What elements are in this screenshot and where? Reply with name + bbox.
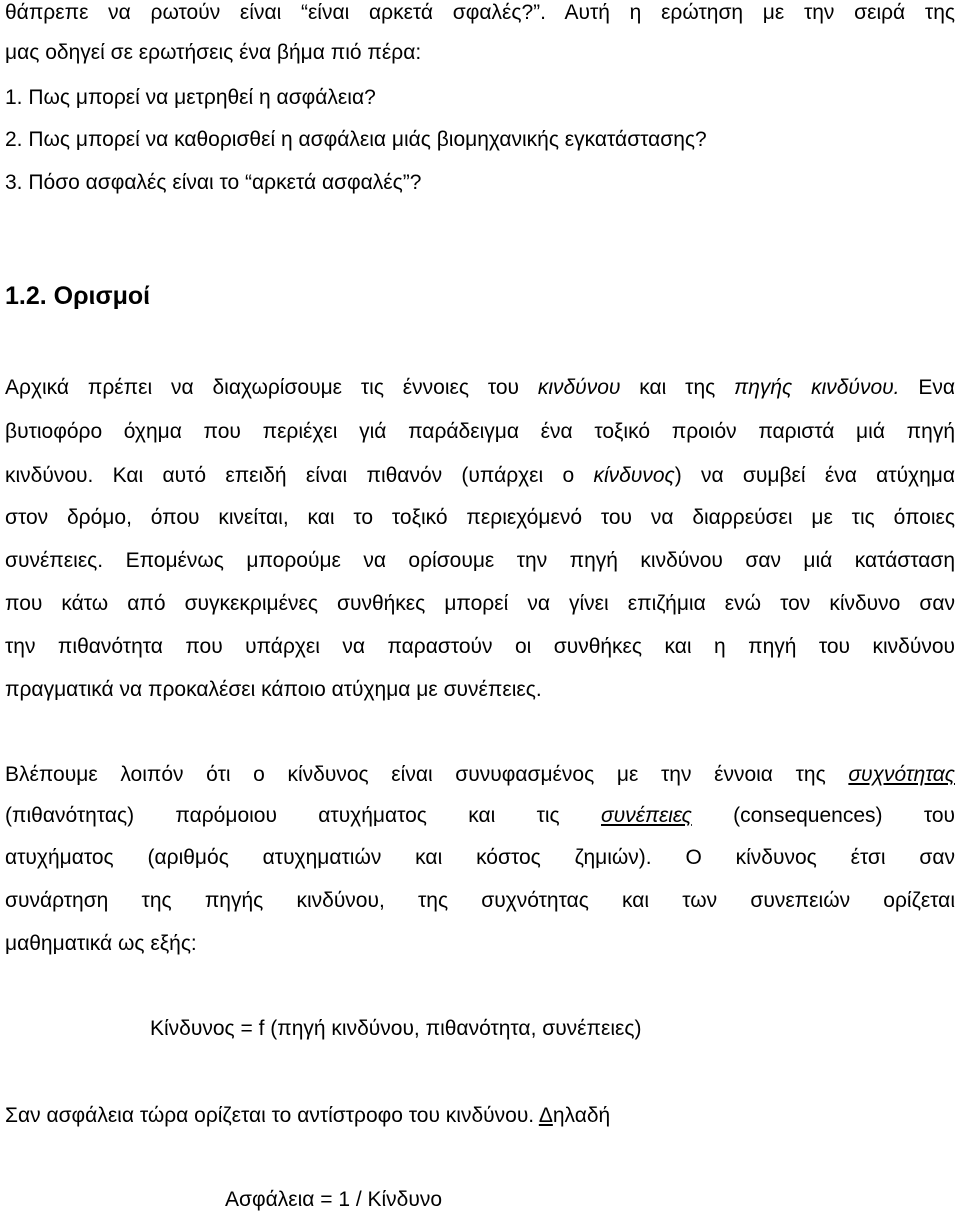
emphasis-pigis-kindynou: πηγής κινδύνου. <box>734 376 900 399</box>
emphasis-synepeies: συνέπειες <box>601 804 692 827</box>
text-span: Σαν ασφάλεια τώρα ορίζεται το αντίστροφο του κινδύνου. <box>5 1104 539 1127</box>
para2-line-1 <box>5 760 955 790</box>
para1-line-2: βυτιοφόρο όχημα που περιέχει γιά παράδειγμα ένα τοξικό προιόν παριστά μιά πηγή <box>5 420 955 443</box>
underlined-letter: Δ <box>538 1104 553 1127</box>
para1-line-7: την πιθανότητα που υπάρχει να παραστούν οι συνθήκες και η πηγή του κινδύνου <box>5 635 955 658</box>
question-2: 2. Πως μπορεί να καθορισθεί η ασφάλεια μιάς βιομηχανικής εγκατάστασης? <box>5 128 707 151</box>
emphasis-kindynos: κίνδυνος <box>593 464 675 487</box>
text-span: (πιθανότητας) παρόμοιου ατυχήματος και τις <box>5 804 601 827</box>
text-span: ηλαδή <box>552 1104 611 1127</box>
para1-line-6: που κάτω από συγκεκριμένες συνθήκες μπορεί να γίνει επιζήμια ενώ τον κίνδυνο σαν <box>5 592 955 615</box>
intro-line-2: μας οδηγεί σε ερωτήσεις ένα βήμα πιό πέρα: <box>5 41 422 64</box>
text-span: Βλέπουμε λοιπόν ότι ο κίνδυνος είναι συνυφασμένος με την έννοια της <box>5 763 849 786</box>
para1-line-3 <box>5 461 955 491</box>
text-span: κινδύνου. Και αυτό επειδή είναι πιθανόν (υπάρχει ο <box>5 464 594 487</box>
risk-formula: Κίνδυνος = f (πηγή κινδύνου, πιθανότητα, συνέπειες) <box>150 1017 642 1040</box>
para2-line-2 <box>5 801 955 831</box>
text-span: Ενα <box>899 376 956 399</box>
para2-line-3: ατυχήματος (αριθμός ατυχηματιών και κόστος ζημιών). Ο κίνδυνος έτσι σαν <box>5 846 955 869</box>
intro-line-1: θάπρεπε να ρωτούν είναι “είναι αρκετά σφαλές?”. Αυτή η ερώτηση με την σειρά της <box>5 1 955 24</box>
para2-line-4: συνάρτηση της πηγής κινδύνου, της συχνότητας και των συνεπειών ορίζεται <box>5 889 955 912</box>
emphasis-syxnotitas: συχνότητας <box>848 763 955 786</box>
section-heading: 1.2. Ορισμοί <box>5 282 151 310</box>
para1-line-5: συνέπειες. Επομένως μπορούμε να ορίσουμε την πηγή κινδύνου σαν μιά κατάσταση <box>5 549 955 572</box>
text-span: και της <box>620 376 735 399</box>
emphasis-kindynou: κινδύνου <box>537 376 621 399</box>
para3-line <box>5 1101 610 1131</box>
question-3: 3. Πόσο ασφαλές είναι το “αρκετά ασφαλές”? <box>5 171 422 194</box>
text-span: (consequences) του <box>691 804 955 827</box>
para2-line-5: μαθηματικά ως εξής: <box>5 932 197 955</box>
question-1: 1. Πως μπορεί να μετρηθεί η ασφάλεια? <box>5 86 376 109</box>
para1-line-8: πραγματικά να προκαλέσει κάποιο ατύχημα με συνέπειες. <box>5 678 542 701</box>
text-span: ) να συμβεί ένα ατύχημα <box>674 464 955 487</box>
para1-line-1 <box>5 373 955 403</box>
text-span: Αρχικά πρέπει να διαχωρίσουμε τις έννοιες του <box>5 376 538 399</box>
para1-line-4: στον δρόμο, όπου κινείται, και το τοξικό περιεχόμενό του να διαρρεύσει με τις όποιες <box>5 506 955 529</box>
safety-formula: Ασφάλεια = 1 / Κίνδυνο <box>225 1188 443 1211</box>
